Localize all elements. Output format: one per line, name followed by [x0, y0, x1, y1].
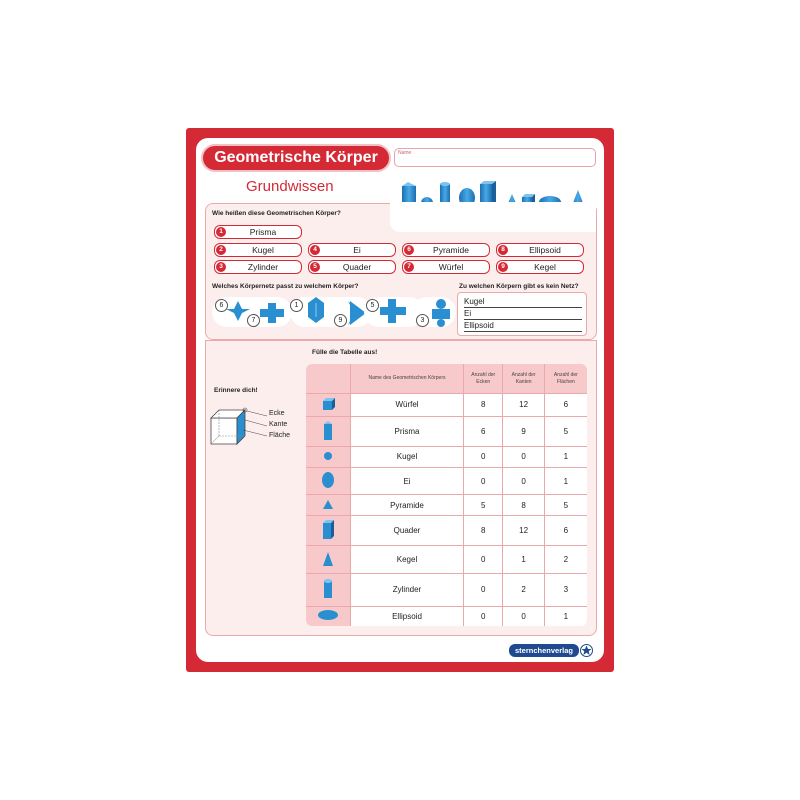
table-row	[306, 447, 587, 468]
table-cell-flaechen[interactable]: 3	[545, 574, 587, 607]
answer-text: Ei	[353, 245, 361, 255]
net-image-prism-cone	[290, 297, 372, 327]
page-title: Geometrische Körper	[203, 146, 389, 170]
cone-icon	[306, 546, 351, 574]
publisher-name: sternchenverlag	[509, 644, 579, 657]
cube-part-label: Kante	[269, 421, 288, 428]
cube-icon	[306, 394, 351, 417]
answer-number: 6	[404, 245, 414, 255]
name-field-label: Name	[398, 150, 412, 156]
pyramid-icon	[306, 495, 351, 516]
reminder-cube	[207, 404, 307, 450]
table-cell-kanten[interactable]: 1	[503, 546, 544, 574]
answer-number: 5	[310, 262, 320, 272]
answer-text: Kegel	[534, 262, 556, 272]
table-cell-ecken[interactable]: 8	[464, 394, 503, 417]
panel-notch	[390, 202, 596, 232]
table-cell-ecken[interactable]: 5	[464, 495, 503, 516]
table-cell-kanten[interactable]: 0	[503, 607, 544, 626]
net-image-cylinder	[412, 297, 456, 327]
answer-text: Ellipsoid	[529, 245, 561, 255]
table-row	[306, 546, 587, 574]
answer-number: 7	[404, 262, 414, 272]
answer-number: 1	[216, 227, 226, 237]
table-cell-flaechen[interactable]: 6	[545, 516, 587, 546]
table-row	[306, 607, 587, 626]
net-group	[412, 297, 456, 327]
table-cell-ecken[interactable]: 8	[464, 516, 503, 546]
table-cell-name: Pyramide	[351, 495, 464, 516]
table-header-flaechen: Anzahl der Flächen	[545, 364, 587, 394]
table-header-kanten: Anzahl der Kanten	[503, 364, 544, 394]
table-cell-name: Zylinder	[351, 574, 464, 607]
name-field[interactable]	[394, 148, 596, 167]
answer-number: 3	[216, 262, 226, 272]
net-group	[212, 297, 292, 327]
no-net-answer: Kugel	[464, 296, 582, 308]
net-number[interactable]: 5	[366, 299, 379, 312]
table-cell-name: Würfel	[351, 394, 464, 417]
table-cell-flaechen[interactable]: 5	[545, 417, 587, 447]
table-cell-ecken[interactable]: 0	[464, 468, 503, 496]
prism-icon	[306, 417, 351, 447]
answer-text: Prisma	[249, 227, 277, 237]
cuboid-icon	[306, 516, 351, 546]
net-number[interactable]: 6	[215, 299, 228, 312]
table-cell-kanten[interactable]: 9	[503, 417, 544, 447]
table-row	[306, 394, 587, 417]
table-cell-kanten[interactable]: 8	[503, 495, 544, 516]
table-cell-flaechen[interactable]: 1	[545, 607, 587, 626]
table-cell-flaechen[interactable]: 1	[545, 447, 587, 468]
table-cell-ecken[interactable]: 0	[464, 574, 503, 607]
answer-text: Zylinder	[247, 262, 279, 272]
cube-part-label: Fläche	[269, 432, 291, 439]
table-cell-name: Kugel	[351, 447, 464, 468]
table-cell-ecken[interactable]: 6	[464, 417, 503, 447]
table-cell-name: Prisma	[351, 417, 464, 447]
answer-number: 4	[310, 245, 320, 255]
no-net-answer: Ei	[464, 308, 582, 320]
cylinder-icon	[306, 574, 351, 607]
net-number[interactable]: 1	[290, 299, 303, 312]
cube-part-label: Ecke	[269, 410, 285, 417]
sphere-icon	[306, 447, 351, 468]
table-cell-kanten[interactable]: 2	[503, 574, 544, 607]
answer-field[interactable]	[402, 243, 490, 257]
table-cell-flaechen[interactable]: 6	[545, 394, 587, 417]
table-row	[306, 468, 587, 496]
table-cell-ecken[interactable]: 0	[464, 546, 503, 574]
table-cell-ecken[interactable]: 0	[464, 447, 503, 468]
table-header-ecken: Anzahl der Ecken	[464, 364, 503, 394]
table-cell-flaechen[interactable]: 1	[545, 468, 587, 496]
table-cell-kanten[interactable]: 12	[503, 394, 544, 417]
table-cell-kanten[interactable]: 12	[503, 516, 544, 546]
table-label: Fülle die Tabelle aus!	[312, 349, 378, 356]
publisher-logo	[509, 644, 589, 657]
no-net-answer-box[interactable]	[457, 292, 587, 336]
table-cell-flaechen[interactable]: 5	[545, 495, 587, 516]
answer-text: Pyramide	[433, 245, 469, 255]
answer-field[interactable]	[308, 243, 396, 257]
answer-text: Quader	[342, 262, 372, 272]
table-cell-name: Ellipsoid	[351, 607, 464, 626]
table-cell-name: Kegel	[351, 546, 464, 574]
answer-number: 2	[216, 245, 226, 255]
table-cell-flaechen[interactable]: 2	[545, 546, 587, 574]
table-cell-kanten[interactable]: 0	[503, 468, 544, 496]
answer-field[interactable]	[402, 260, 490, 274]
ellipsoid-icon	[306, 607, 351, 626]
table-header-name: Name des Geometrischen Körpers	[351, 364, 464, 394]
reminder-label: Erinnere dich!	[214, 387, 258, 394]
question1-label: Wie heißen diese Geometrischen Körper?	[212, 210, 341, 217]
answer-number: 8	[498, 245, 508, 255]
table-row	[306, 495, 587, 516]
table-row	[306, 516, 587, 546]
answer-field[interactable]	[214, 260, 302, 274]
no-net-answer: Ellipsoid	[464, 320, 582, 332]
answer-field[interactable]	[496, 243, 584, 257]
table-cell-name: Quader	[351, 516, 464, 546]
table-cell-ecken[interactable]: 0	[464, 607, 503, 626]
question2-label: Welches Körpernetz passt zu welchem Körper?	[212, 283, 359, 290]
net-number[interactable]: 9	[334, 314, 347, 327]
properties-table	[306, 364, 587, 626]
question3-label: Zu welchen Körpern gibt es kein Netz?	[459, 283, 579, 290]
net-number[interactable]: 7	[247, 314, 260, 327]
answer-field[interactable]	[308, 260, 396, 274]
table-row	[306, 417, 587, 447]
answer-number: 9	[498, 262, 508, 272]
table-row	[306, 574, 587, 607]
answer-text: Würfel	[438, 262, 464, 272]
table-cell-kanten[interactable]: 0	[503, 447, 544, 468]
table-cell-name: Ei	[351, 468, 464, 496]
star-icon	[580, 644, 593, 657]
egg-icon	[306, 468, 351, 496]
net-number[interactable]: 3	[416, 314, 429, 327]
table-header-icon	[306, 364, 351, 394]
wireframe-cube-image	[207, 404, 307, 450]
answer-field[interactable]	[214, 225, 302, 239]
answer-field[interactable]	[214, 243, 302, 257]
answer-field[interactable]	[496, 260, 584, 274]
net-image-cone-cross	[212, 297, 292, 327]
answer-text: Kugel	[252, 245, 274, 255]
page-subtitle: Grundwissen	[246, 178, 334, 195]
net-group	[290, 297, 372, 327]
